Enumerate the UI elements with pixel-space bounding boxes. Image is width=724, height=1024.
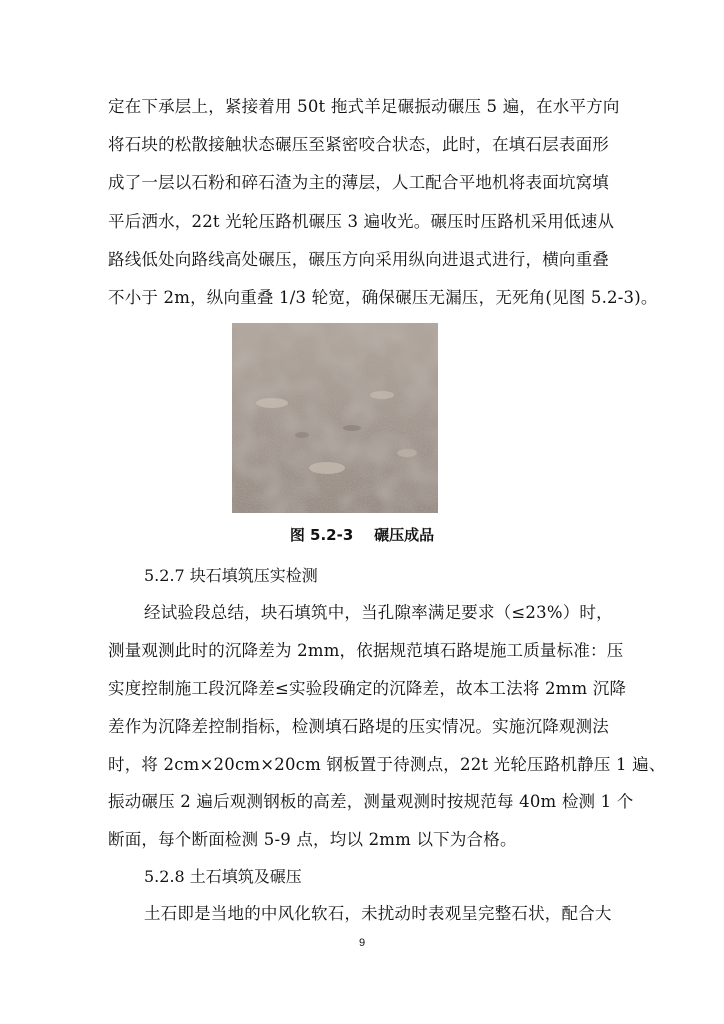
paragraph-line: 成了一层以石粉和碎石渣为主的薄层，人工配合平地机将表面坑窝填 (108, 173, 609, 192)
paragraph-line: 不小于 2m，纵向重叠 1/3 轮宽，确保碾压无漏压，无死角(见图 5.2-3)。 (108, 288, 658, 307)
paragraph-line: 振动碾压 2 遍后观测钢板的高差，测量观测时按规范每 40m 检测 1 个 (108, 792, 634, 811)
paragraph-line: 差作为沉降差控制指标，检测填石路堤的压实情况。实施沉降观测法 (108, 717, 609, 736)
figure-caption: 图 5.2-3 碾压成品 (289, 526, 435, 544)
paragraph-line: 路线低处向路线高处碾压，碾压方向采用纵向进退式进行，横向重叠 (108, 250, 609, 269)
paragraph-line: 平后洒水，22t 光轮压路机碾压 3 遍收光。碾压时压路机采用低速从 (108, 212, 615, 231)
paragraph-line: 土石即是当地的中风化软石，未扰动时表观呈完整石状，配合大 (144, 904, 612, 923)
compacted-surface-photo (232, 323, 438, 513)
paragraph-line: 时，将 2cm×20cm×20cm 钢板置于待测点，22t 光轮压路机静压 1 遍、 (108, 755, 666, 774)
paragraph-line: 定在下承层上，紧接着用 50t 拖式羊足碾振动碾压 5 遍，在水平方向 (108, 97, 620, 116)
paragraph-line: 经试验段总结，块石填筑中，当孔隙率满足要求（≤23%）时， (144, 603, 613, 622)
paragraph-line: 将石块的松散接触状态碾压至紧密咬合状态，此时，在填石层表面形 (108, 135, 609, 154)
paragraph-line: 断面，每个断面检测 5-9 点，均以 2mm 以下为合格。 (108, 830, 517, 849)
section-heading: 5.2.8 土石填筑及碾压 (144, 867, 302, 886)
section-heading: 5.2.7 块石填筑压实检测 (144, 566, 318, 585)
page-number: 9 (358, 937, 366, 949)
paragraph-line: 实度控制施工段沉降差≤实验段确定的沉降差，故本工法将 2mm 沉降 (108, 679, 627, 698)
paragraph-line: 测量观测此时的沉降差为 2mm，依据规范填石路堤施工质量标准：压 (108, 641, 624, 660)
